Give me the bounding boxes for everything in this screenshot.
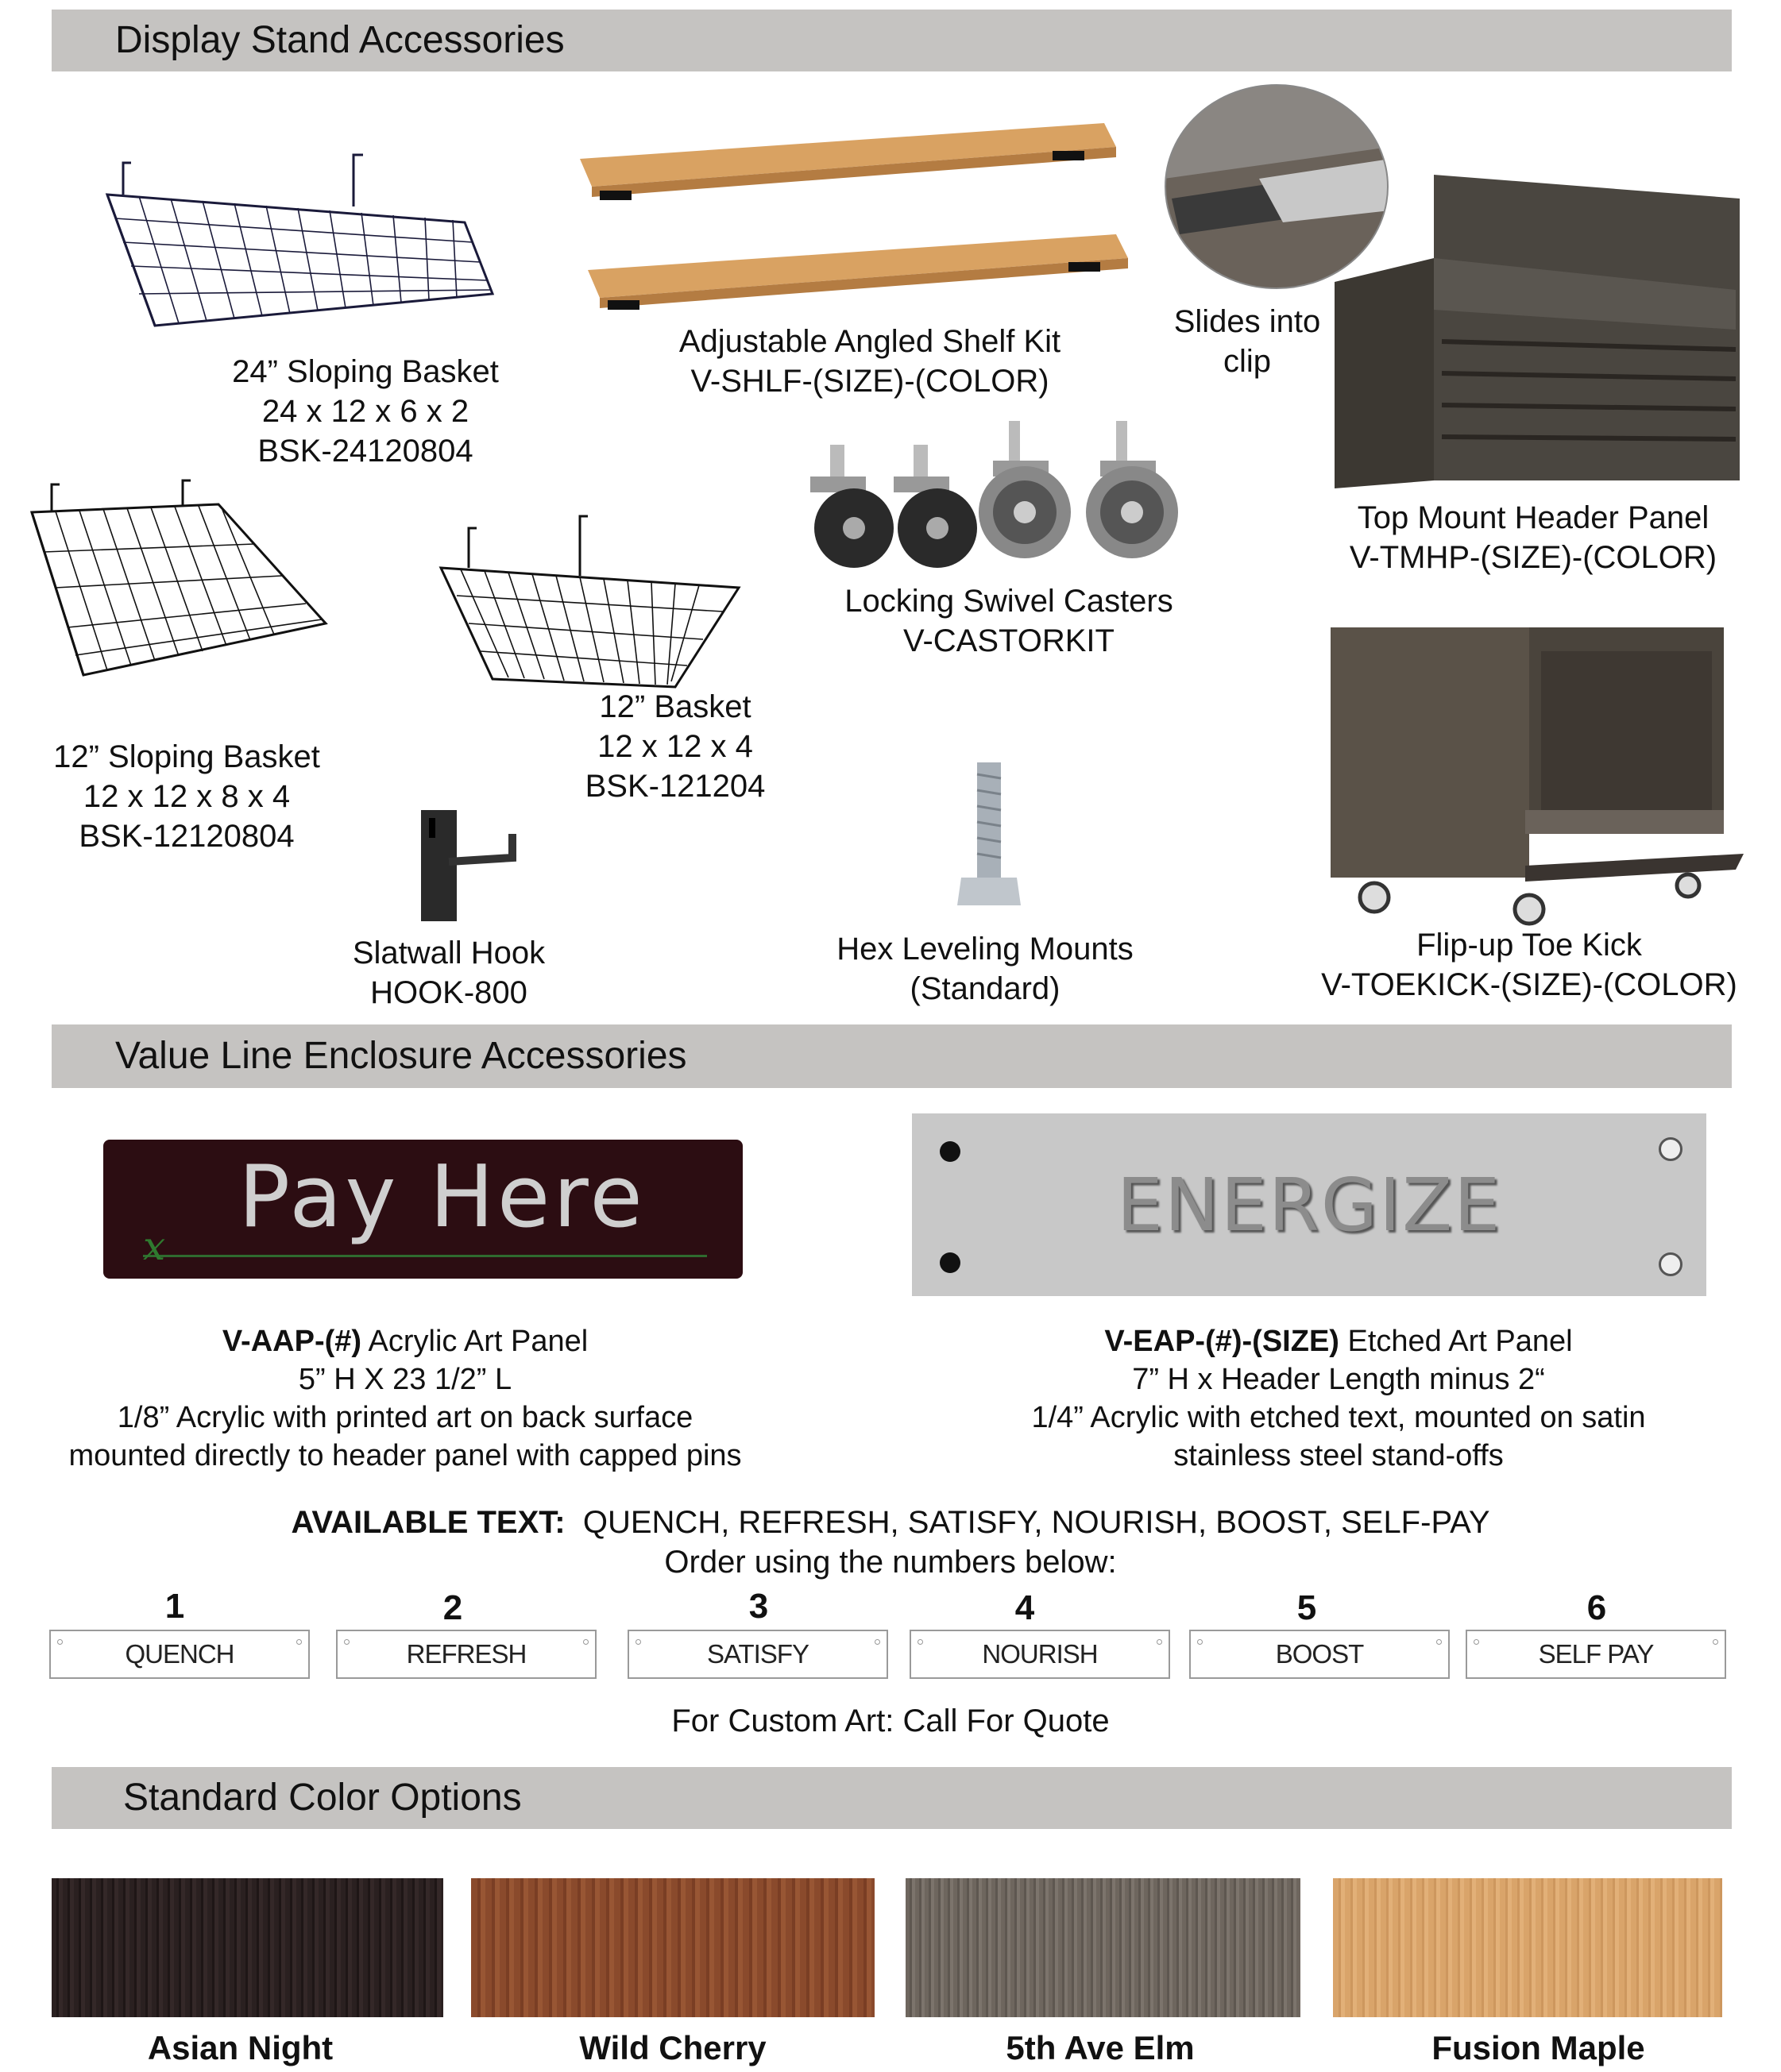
sloping-basket-24-image [52,147,504,338]
color-label: 5th Ave Elm [1006,2029,1195,2066]
option-text: SELF PAY [1538,1639,1654,1669]
available-text [0,1503,1781,1582]
option-box-nourish [910,1630,1170,1679]
swatch-wild-cherry [471,1878,875,2017]
etched-panel-description [969,1322,1708,1475]
clip-caption [1160,302,1335,381]
signature-x-icon: x [143,1223,166,1269]
toe-kick-caption [1311,925,1748,1005]
basket-12-image [437,508,747,691]
standoff-icon [1659,1137,1682,1161]
option-number: 3 [748,1587,769,1626]
product-dims: 24 x 12 x 6 x 2 [261,394,469,429]
product-sku: V-TMHP-(SIZE)-(COLOR) [1349,540,1717,575]
option-number: 1 [164,1587,185,1626]
desc-line: mounted directly to header panel with capped pins [68,1439,742,1472]
available-label: AVAILABLE TEXT: [291,1505,566,1540]
section-title: Display Stand Accessories [115,19,565,61]
standoff-icon [1659,1252,1682,1276]
color-label: Fusion Maple [1431,2029,1645,2066]
option-box-refresh [336,1630,597,1679]
product-sku: BSK-121204 [585,769,766,804]
leveling-mount-image [953,758,1025,913]
header-panel-caption [1335,498,1732,577]
swatch-5th-ave-elm [906,1878,1300,2017]
desc-line [40,1322,771,1360]
product-sku: BSK-24120804 [257,434,473,469]
signature-line [143,1255,707,1257]
sloping-basket-12-caption [32,737,342,856]
desc-line: 7” H x Header Length minus 2“ [1132,1363,1545,1396]
casters-caption [826,581,1192,661]
product-name: 12” Basket [599,689,751,724]
slatwall-hook-image [413,802,524,921]
product-name: 24” Sloping Basket [232,354,499,389]
product-name: Slatwall Hook [352,936,546,970]
section-title: Value Line Enclosure Accessories [115,1035,687,1077]
option-text: REFRESH [406,1639,527,1669]
section-title: Standard Color Options [123,1777,522,1819]
product-name: Flip-up Toe Kick [1416,928,1642,963]
option-box-satisfy [628,1630,888,1679]
panel-name: Etched Art Panel [1339,1325,1573,1358]
desc-line: 1/8” Acrylic with printed art on back surface [117,1401,693,1434]
option-number: 2 [442,1588,463,1627]
option-text: NOURISH [982,1639,1098,1669]
color-label: Asian Night [147,2029,334,2066]
order-note: Order using the numbers below: [664,1545,1117,1580]
pin-icon [1157,1639,1162,1645]
product-name: 12” Sloping Basket [53,739,320,774]
pin-icon [918,1639,923,1645]
option-number: 4 [1014,1588,1035,1627]
slatwall-hook-caption [326,933,572,1013]
caption-line: Slides into [1173,304,1321,339]
product-name: Locking Swivel Casters [844,584,1173,619]
option-box-boost [1189,1630,1450,1679]
toe-kick-image [1331,627,1744,929]
product-name: Top Mount Header Panel [1357,500,1710,535]
basket-12-caption [556,687,794,806]
option-text: BOOST [1275,1639,1364,1669]
casters-image [794,417,1223,576]
desc-line: 1/4” Acrylic with etched text, mounted on satin [1031,1401,1646,1434]
color-label: Wild Cherry [579,2029,767,2066]
desc-line [969,1322,1708,1360]
option-text: QUENCH [125,1639,234,1669]
option-number: 6 [1586,1588,1607,1627]
product-sku: V-TOEKICK-(SIZE)-(COLOR) [1321,967,1737,1002]
section-header-value-line [52,1024,1732,1088]
panel-code: V-AAP-(#) [222,1325,362,1358]
pin-icon [1436,1639,1442,1645]
angled-shelf-image [576,119,1132,314]
swatch-asian-night [52,1878,443,2017]
available-line [0,1503,1781,1542]
section-header-display [52,10,1732,71]
option-text: SATISFY [706,1639,809,1669]
pin-icon [344,1639,350,1645]
header-panel-image [1335,171,1744,488]
product-dims: 12 x 12 x 8 x 4 [83,779,291,814]
angled-shelf-caption [636,322,1104,401]
etched-art-panel-image [912,1113,1706,1296]
product-sku: HOOK-800 [370,975,527,1010]
pin-icon [875,1639,880,1645]
pin-icon [636,1639,641,1645]
option-number: 5 [1296,1588,1317,1627]
pin-icon [1713,1639,1718,1645]
standoff-icon [940,1141,960,1162]
custom-art-note: For Custom Art: Call For Quote [671,1704,1110,1738]
caption-line: clip [1223,344,1272,379]
pin-icon [583,1639,589,1645]
panel-name: Acrylic Art Panel [361,1325,589,1358]
panel-code: V-EAP-(#)-(SIZE) [1104,1325,1339,1358]
product-sku: V-SHLF-(SIZE)-(COLOR) [690,364,1049,399]
sloping-basket-12-image [28,477,334,687]
product-name: Adjustable Angled Shelf Kit [678,324,1061,359]
pin-icon [1474,1639,1479,1645]
available-values: QUENCH, REFRESH, SATISFY, NOURISH, BOOST, SELF-PAY [582,1505,1490,1540]
desc-line: stainless steel stand-offs [1173,1439,1504,1472]
pin-icon [1197,1639,1203,1645]
product-sku: BSK-12120804 [79,819,295,854]
leveling-mount-caption [818,929,1152,1009]
pin-icon [296,1639,302,1645]
standoff-icon [940,1252,960,1273]
product-name: Hex Leveling Mounts [836,932,1134,967]
option-box-quench [49,1630,310,1679]
product-sku: (Standard) [910,971,1060,1006]
product-dims: 12 x 12 x 4 [597,729,753,764]
pin-icon [57,1639,63,1645]
pay-here-sign-text: Pay Here [238,1148,646,1247]
energize-sign-text: ENERGIZE [1116,1163,1502,1248]
section-header-colors [52,1767,1732,1829]
desc-line: 5” H X 23 1/2” L [298,1363,512,1396]
sloping-basket-24-caption [191,352,540,471]
acrylic-panel-description [40,1322,771,1475]
acrylic-art-panel-image [103,1140,743,1279]
product-sku: V-CASTORKIT [903,623,1115,658]
option-box-self-pay [1466,1630,1726,1679]
swatch-fusion-maple [1333,1878,1722,2017]
